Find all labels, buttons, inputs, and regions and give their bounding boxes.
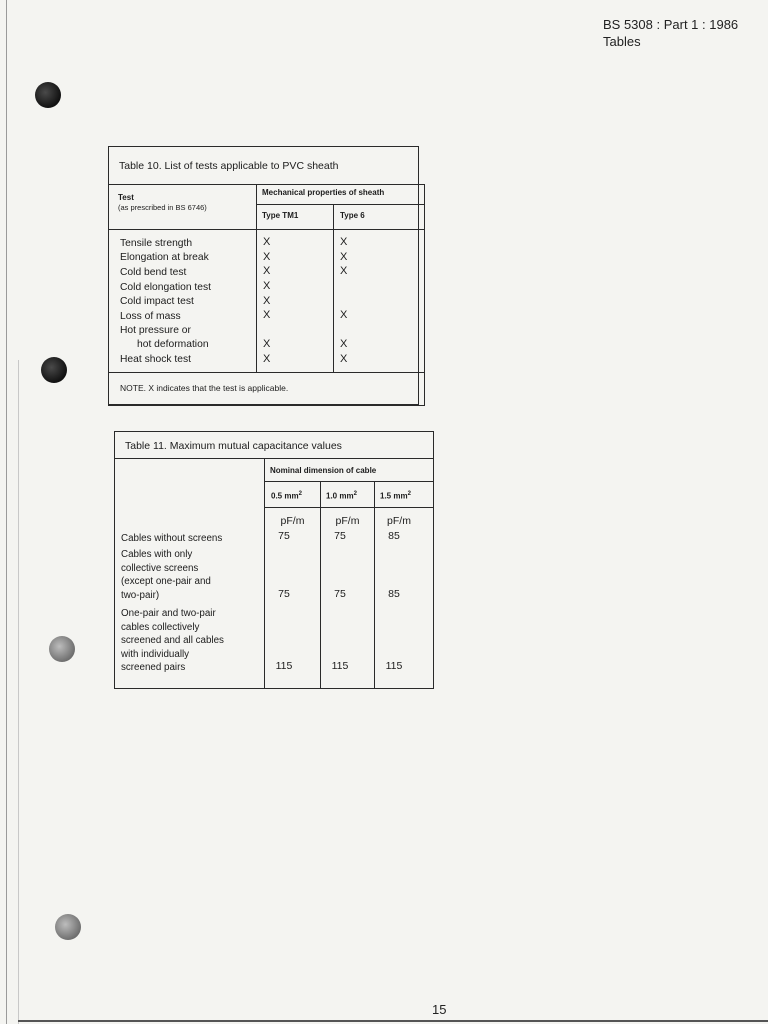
col-sup: 2 (407, 491, 411, 497)
table-11-group-rule (264, 481, 434, 482)
value-cell: 115 (331, 660, 349, 672)
table-10-group-rule (256, 204, 425, 205)
table-10-col-tm1: Type TM1 (262, 211, 299, 220)
table-11-col-divider3 (374, 481, 375, 689)
punch-hole (35, 82, 61, 108)
tm1-mark: X (263, 338, 271, 350)
table-10-note-rule (108, 372, 425, 373)
col-sup: 2 (353, 491, 357, 497)
value-cell: 115 (275, 660, 293, 672)
table-row (121, 548, 211, 602)
row-label-line: One-pair and two-pair (121, 608, 216, 619)
table-row: Hot pressure or (120, 325, 191, 336)
table-10-title-rule (108, 184, 425, 185)
col-1-5mm (380, 489, 411, 502)
row-label-line: two-pair) (121, 589, 160, 601)
table-row: Tensile strength (120, 238, 193, 249)
table-10-bottom-rule (108, 405, 425, 406)
test-header-line1: Test (118, 193, 134, 202)
table-10-group-header: Mechanical properties of sheath (262, 188, 385, 197)
tm1-mark: X (263, 295, 271, 307)
table-row: hot deformation (137, 339, 209, 350)
col-sup: 2 (298, 491, 302, 497)
row-label-line: (except one-pair and (121, 576, 211, 587)
value-cell: 115 (385, 660, 403, 672)
value-cell: 85 (388, 588, 400, 600)
type6-mark: X (340, 353, 348, 365)
unit-label: pF/m (335, 515, 360, 527)
table-row: Heat shock test (120, 354, 191, 365)
table-10-note: NOTE. X indicates that the test is applicable. (120, 383, 289, 393)
row-label-line: screened and all cables (121, 635, 224, 646)
page-edge (6, 0, 7, 1024)
table-11-title-rule (114, 458, 434, 459)
type6-mark: X (340, 236, 348, 248)
tm1-mark: X (263, 309, 271, 321)
tm1-mark: X (263, 265, 271, 277)
unit-label: pF/m (280, 515, 305, 527)
col-0-5mm (271, 489, 302, 502)
standard-reference: BS 5308 : Part 1 : 1986 (603, 17, 739, 32)
col-label: 1.5 mm (380, 491, 408, 501)
row-label-line: Cables with only (121, 549, 193, 560)
table-row: Loss of mass (120, 311, 181, 322)
col-label: 0.5 mm (271, 491, 299, 501)
row-label-line: with individually (121, 648, 190, 660)
value-cell: 75 (278, 530, 290, 542)
table-10-col-type6: Type 6 (340, 211, 365, 220)
row-label-line: cables collectively (121, 621, 200, 633)
type6-mark: X (340, 309, 348, 321)
tm1-mark: X (263, 280, 271, 292)
punch-hole (49, 636, 75, 662)
page-bottom-edge (18, 1020, 768, 1022)
table-11-group-header: Nominal dimension of cable (270, 466, 377, 475)
row-label-line: Cables without screens (121, 533, 223, 544)
punch-hole (41, 357, 67, 383)
page-header (603, 16, 738, 50)
type6-mark: X (340, 338, 348, 350)
table-11-col-divider2 (320, 481, 321, 689)
section-name: Tables (603, 34, 641, 49)
table-10-test-header (118, 193, 207, 213)
value-cell: 75 (334, 588, 346, 600)
table-row (121, 532, 222, 546)
punch-hole (55, 914, 81, 940)
test-header-line2: (as prescribed in BS 6746) (118, 203, 207, 212)
table-row: Cold impact test (120, 296, 194, 307)
value-cell: 75 (278, 588, 290, 600)
type6-mark: X (340, 265, 348, 277)
table-10-col-divider (256, 184, 257, 373)
value-cell: 75 (334, 530, 346, 542)
table-row (121, 607, 224, 675)
col-label: 1.0 mm (326, 491, 354, 501)
table-row: Cold bend test (120, 267, 187, 278)
table-11-title: Table 11. Maximum mutual capacitance values (125, 439, 342, 452)
row-label-line: screened pairs (121, 662, 186, 673)
page-edge-inner (18, 360, 19, 1024)
table-10-header-rule (108, 229, 425, 230)
row-label-line: collective screens (121, 562, 199, 574)
value-cell: 85 (388, 530, 400, 542)
table-row: Elongation at break (120, 252, 209, 263)
tm1-mark: X (263, 236, 271, 248)
tm1-mark: X (263, 353, 271, 365)
unit-label: pF/m (387, 515, 411, 527)
table-row: Cold elongation test (120, 282, 212, 293)
col-1-0mm (326, 489, 357, 502)
table-11-header-rule (264, 507, 434, 508)
table-10-title: Table 10. List of tests applicable to PVC sheath (119, 160, 339, 172)
page-number: 15 (432, 1002, 447, 1017)
tm1-mark: X (263, 251, 271, 263)
table-11-col-divider (264, 458, 265, 689)
type6-mark: X (340, 251, 348, 263)
